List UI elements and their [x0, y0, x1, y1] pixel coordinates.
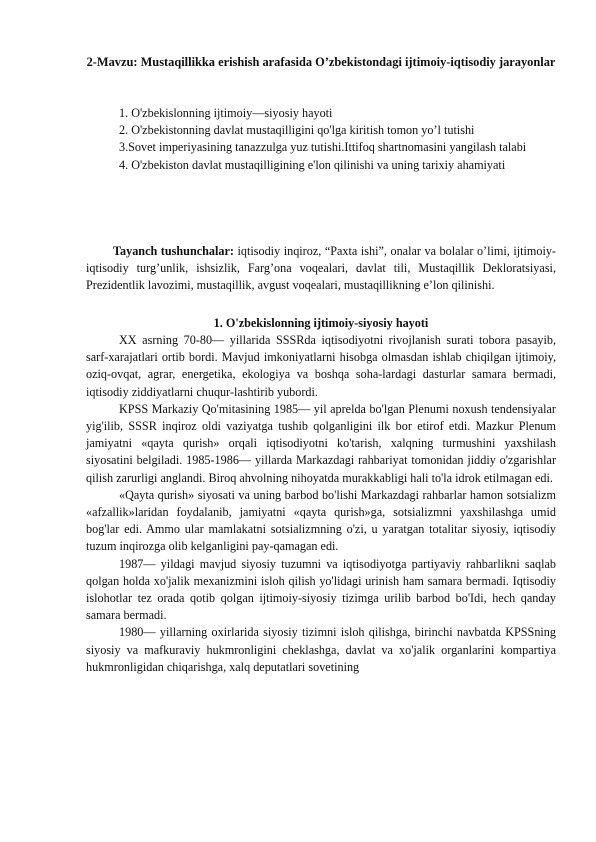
plan-item: 4. O'zbekiston davlat mustaqilligining e'lon qilinishi va uning tarixiy ahamiyati — [119, 157, 506, 172]
body-paragraph: KPSS Markaziy Qo'mitasining 1985— yil aprelda bo'lgan Plenumi noxush tendensiyalar yig'ilib, SSSR inqiroz oldi vaziyatga tushib qolganligini ilk bor etirof etdi. Mazkur Plenum jamiyatni «qayta qurish» orqali iqtisodiyotni ko'tarish, xalqning turmushini yaxshilash siyosatini belgiladi. 1985-1986— yillarda Markazdagi rahbariyat tomonidan jiddiy o'zgarishlar qilish zarurligi anglandi. Biroq ahvolning nihoyatda murakkabligi hali to'la idrok etilmagan edi. — [86, 401, 556, 485]
body-paragraph: 1987— yildagi mavjud siyosiy tuzumni va iqtisodiyotga partiyaviy rahbarlikni saqlab qolgan holda xo'jalik mexanizmini isloh qilish yo'lidagi urinish ham samara bermadi. Iqtisodiy islohotlar tez orada qotib qolgan ijtimoiy-siyosiy tizimga urilib barbod bo'Idi, hech qanday samara bermadi. — [86, 556, 556, 623]
plan-list — [86, 105, 556, 174]
plan-item: 1. O'zbekislonning ijtimoiy—siyosiy hayoti — [119, 106, 333, 120]
plan-item: 3.Sovet imperiyasining tanazzulga yuz tutishi.Ittifoq shartnomasini yangilash talabi — [119, 140, 527, 155]
body-paragraph: XX asrning 70-80— yillarida SSSRda iqtisodiyotni rivojlanish surati tobora pasayib, sarf-xarajatlari ortib bordi. Mavjud imkoniyatlarni hisobga olmasdan ishlab chiqilgan ijtimoiy, oziq-ovqat, agrar, energetika, ekologiya va boshqa soha-lardagi dasturlar samara bermadi, iqtisodiy ziddiyatlarni chuqur-lashtirib yubordi. — [86, 333, 556, 399]
body-paragraph: 1980— yillarning oxirlarida siyosiy tizimni isloh qilishga, birinchi navbatda KPSSning siyosiy va mafkuraviy hukmronligini cheklashga, davlat va xo'jalik organlarini kompartiya hukmronligidan chiqarishga, xalq deputatlari sovetining — [86, 625, 556, 674]
keywords-label: Tayanch tushunchalar: — [113, 244, 234, 258]
keywords-text: iqtisodiy inqiroz, “Paxta ishi”, onalar va bolalar o’limi, ijtimoiy-iqtisodiy turg’unlik, ishsizlik, Farg’ona voqealari, davlat tili, Mustaqillik Dekloratsiyasi, Prezidentlik lavozimi, mustaqillik, avgust voqealari, mustaqillikning e’lon qilinishi. — [86, 244, 556, 293]
body-paragraph: «Qayta qurish» siyosati va uning barbod bo'lishi Markazdagi rahbarlar hamon sotsializm «afzallik»laridan foydalanib, jamiyatni «qayta qurish»ga, sotsializmni yaxshilashga umid bog'lar edi. Ammo ular mamlakatni sotsializmning o'zi, u yaratgan totalitar siyosiy, iqtisodiy tuzum inqirozga olib kelganligini pay-qamagan edi. — [86, 487, 556, 554]
document-title: 2-Mavzu: Mustaqillikka erishish arafasida O’zbekistondagi ijtimoiy-iqtisodiy jarayonlar — [86, 55, 556, 69]
section-body — [86, 332, 556, 676]
keywords-paragraph — [86, 243, 556, 295]
section-heading: 1. O'zbekislonning ijtimoiy-siyosiy hayoti — [213, 316, 429, 330]
plan-item: 2. O'zbekistonning davlat mustaqilligini qo'lga kiritish tomon yo’l tutishi — [119, 123, 475, 138]
